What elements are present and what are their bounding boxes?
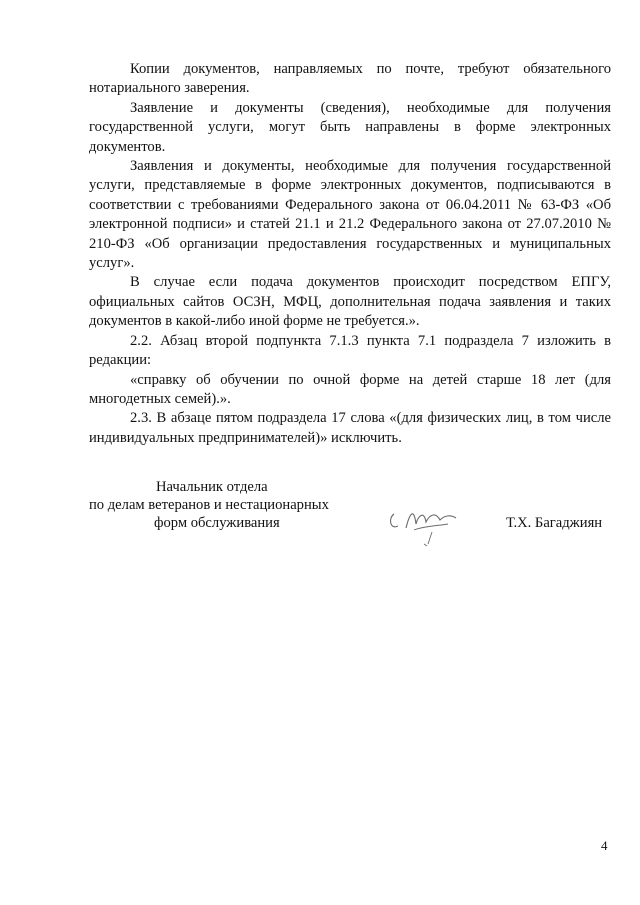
paragraph-item-2-3: 2.3. В абзаце пятом подраздела 17 слова «(для физических лиц, в том числе индивидуальных предпринимателей)» исключить. [89, 410, 611, 446]
signatory-title-line-2: по делам ветеранов и нестационарных [89, 497, 329, 513]
signatory-title-line-1: Начальник отдела [156, 479, 268, 495]
paragraph-epgu-submission: В случае если подача документов происходит посредством ЕПГУ, официальных сайтов ОСЗН, МФЦ, дополнительная подача заявления и таких документов в какой-либо иной форме не требуется.». [89, 274, 611, 330]
handwritten-signature [384, 500, 464, 550]
paragraph-item-2-2: 2.2. Абзац второй подпункта 7.1.3 пункта 7.1 подраздела 7 изложить в редакции: [89, 332, 611, 369]
signatory-name: Т.Х. Багаджиян [506, 515, 603, 531]
paragraph-electronic-submission: Заявление и документы (сведения), необходимые для получения государственной услуги, могут быть направлены в форме электронных документов. [89, 99, 611, 155]
signatory-title-line-3: форм обслуживания [154, 515, 280, 531]
paragraph-study-certificate: «справку об обучении по очной форме на детей старше 18 лет (для многодетных семей).». [89, 371, 611, 407]
paragraph-notarization: Копии документов, направляемых по почте, требуют обязательного нотариального заверения. [89, 61, 611, 97]
page-number: 4 [601, 838, 608, 853]
paragraph-electronic-signature: Заявления и документы, необходимые для получения государственной услуги, представляемые в форме электронных документов, подписываются в соответствии с требованиями Федерального закона от 06.04.2011 № 63-ФЗ «Об электронной подписи» и статей 21.1 и 21.2 Федерального закона от 27.07.2010 № 210-ФЗ «Об организации предоставления государственных и муниципальных услуг». [89, 158, 611, 272]
